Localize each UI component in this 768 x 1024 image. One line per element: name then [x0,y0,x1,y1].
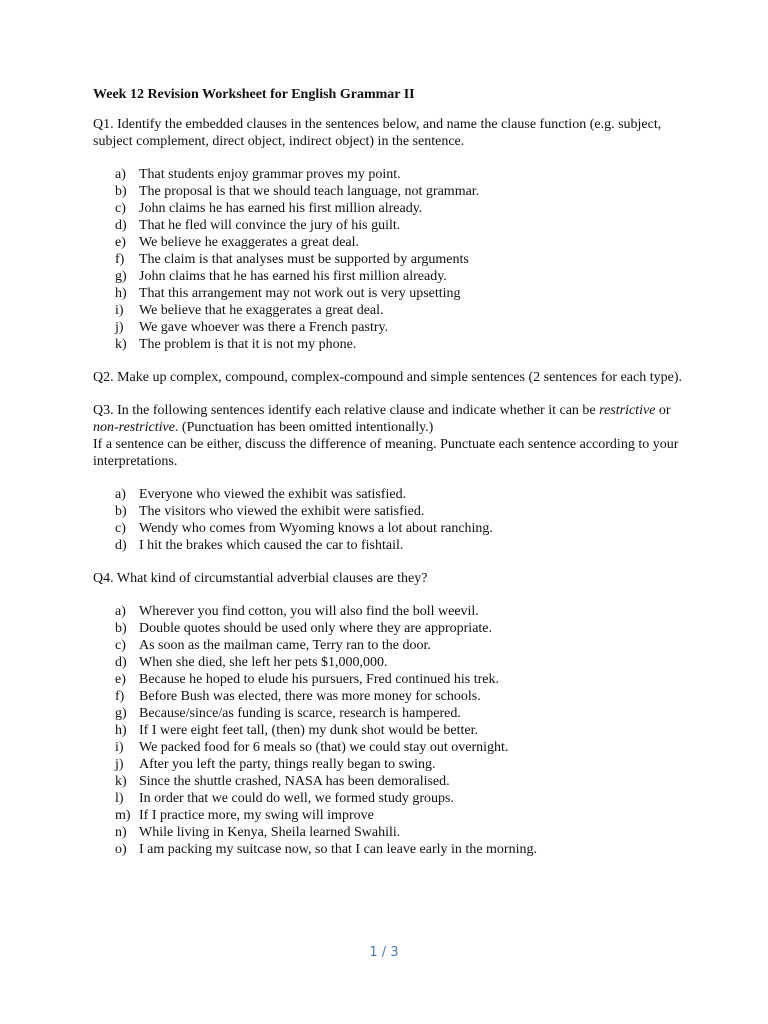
list-item [115,285,683,302]
q3-term-restrictive: restrictive [599,403,656,418]
item-text: I hit the brakes which caused the car to fishtail. [139,538,404,553]
item-label: b) [115,184,127,199]
item-text: We packed food for 6 meals so (that) we could stay out overnight. [139,740,509,755]
item-text: Wherever you find cotton, you will also find the boll weevil. [139,604,479,619]
item-label: e) [115,235,126,250]
item-text: Double quotes should be used only where they are appropriate. [139,621,493,636]
item-text: Everyone who viewed the exhibit was satisfied. [139,487,407,502]
q3-list [93,486,683,554]
list-item [115,319,683,336]
item-text: We believe he exaggerates a great deal. [139,235,360,250]
list-item [115,654,683,671]
item-label: f) [115,252,125,267]
q4-list [93,603,683,858]
worksheet-content [93,86,683,858]
item-label: j) [115,757,124,772]
list-item [115,234,683,251]
item-text: John claims he has earned his first million already. [139,201,423,216]
list-item [115,671,683,688]
list-item [115,603,683,620]
list-item [115,503,683,520]
item-text: While living in Kenya, Sheila learned Swahili. [139,825,401,840]
item-text: Because he hoped to elude his pursuers, Fred continued his trek. [139,672,500,687]
item-label: m) [115,808,131,823]
item-label: h) [115,286,127,301]
list-item [115,200,683,217]
list-item [115,739,683,756]
item-text: Before Bush was elected, there was more money for schools. [139,689,481,704]
item-text: Since the shuttle crashed, NASA has been demoralised. [139,774,450,789]
q3-prompt-end: . (Punctuation has been omitted intentionally.) [174,420,434,435]
item-text: Wendy who comes from Wyoming knows a lot about ranching. [139,521,493,536]
list-item [115,841,683,858]
q4-prompt: Q4. What kind of circumstantial adverbial clauses are they? [93,571,428,586]
list-item [115,756,683,773]
q3-prompt-2: If a sentence can be either, discuss the difference of meaning. Punctuate each sentence according to your interpretations. [93,437,679,469]
item-text: The proposal is that we should teach language, not grammar. [139,184,480,199]
item-label: d) [115,538,127,553]
item-label: c) [115,201,126,216]
item-text: John claims that he has earned his first million already. [139,269,447,284]
item-label: a) [115,604,126,619]
list-item [115,302,683,319]
list-item [115,217,683,234]
item-label: i) [115,740,124,755]
list-item [115,336,683,353]
item-text: The claim is that analyses must be supported by arguments [139,252,469,267]
list-item [115,183,683,200]
item-text: That this arrangement may not work out is very upsetting [139,286,461,301]
q1-list [93,166,683,353]
list-item [115,268,683,285]
item-label: n) [115,825,127,840]
item-label: l) [115,791,124,806]
q3-prompt [93,402,683,436]
item-text: After you left the party, things really began to swing. [139,757,436,772]
item-label: k) [115,774,127,789]
item-text: If I practice more, my swing will improve [139,808,374,823]
list-item [115,637,683,654]
item-label: h) [115,723,127,738]
item-text: The visitors who viewed the exhibit were satisfied. [139,504,425,519]
item-text: That he fled will convince the jury of his guilt. [139,218,401,233]
item-text: We gave whoever was there a French pastry. [139,320,389,335]
item-text: Because/since/as funding is scarce, research is hampered. [139,706,461,721]
item-label: o) [115,842,127,857]
q1-prompt: Q1. Identify the embedded clauses in the sentences below, and name the clause function (e.g. subject, subject complement, direct object, indirect object) in the sentence. [93,117,662,149]
list-item [115,824,683,841]
page-indicator: 1 / 3 [369,945,399,960]
q3-term-nonrestrictive: non-restrictive [93,420,175,435]
list-item [115,705,683,722]
item-label: a) [115,487,126,502]
item-label: c) [115,521,126,536]
list-item [115,790,683,807]
list-item [115,688,683,705]
page-title: Week 12 Revision Worksheet for English Grammar II [93,87,415,102]
list-item [115,486,683,503]
item-label: b) [115,621,127,636]
item-label: b) [115,504,127,519]
q2-prompt: Q2. Make up complex, compound, complex-compound and simple sentences (2 sentences for each type). [93,370,682,385]
q3-prompt-start: Q3. In the following sentences identify each relative clause and indicate whether it can be [93,403,596,418]
list-item [115,620,683,637]
list-item [115,807,683,824]
item-label: k) [115,337,127,352]
list-item [115,722,683,739]
item-text: We believe that he exaggerates a great deal. [139,303,384,318]
q3-or: or [655,403,671,418]
item-text: As soon as the mailman came, Terry ran to the door. [139,638,431,653]
item-label: i) [115,303,124,318]
item-text: That students enjoy grammar proves my point. [139,167,401,182]
item-label: c) [115,638,126,653]
list-item [115,537,683,554]
list-item [115,251,683,268]
list-item [115,166,683,183]
item-text: If I were eight feet tall, (then) my dunk shot would be better. [139,723,479,738]
item-label: g) [115,269,127,284]
item-label: e) [115,672,126,687]
item-label: g) [115,706,127,721]
list-item [115,773,683,790]
item-text: I am packing my suitcase now, so that I can leave early in the morning. [139,842,537,857]
item-label: d) [115,655,127,670]
item-text: When she died, she left her pets $1,000,000. [139,655,388,670]
item-label: j) [115,320,124,335]
item-label: d) [115,218,127,233]
item-label: f) [115,689,125,704]
item-text: In order that we could do well, we formed study groups. [139,791,454,806]
item-label: a) [115,167,126,182]
list-item [115,520,683,537]
item-text: The problem is that it is not my phone. [139,337,357,352]
